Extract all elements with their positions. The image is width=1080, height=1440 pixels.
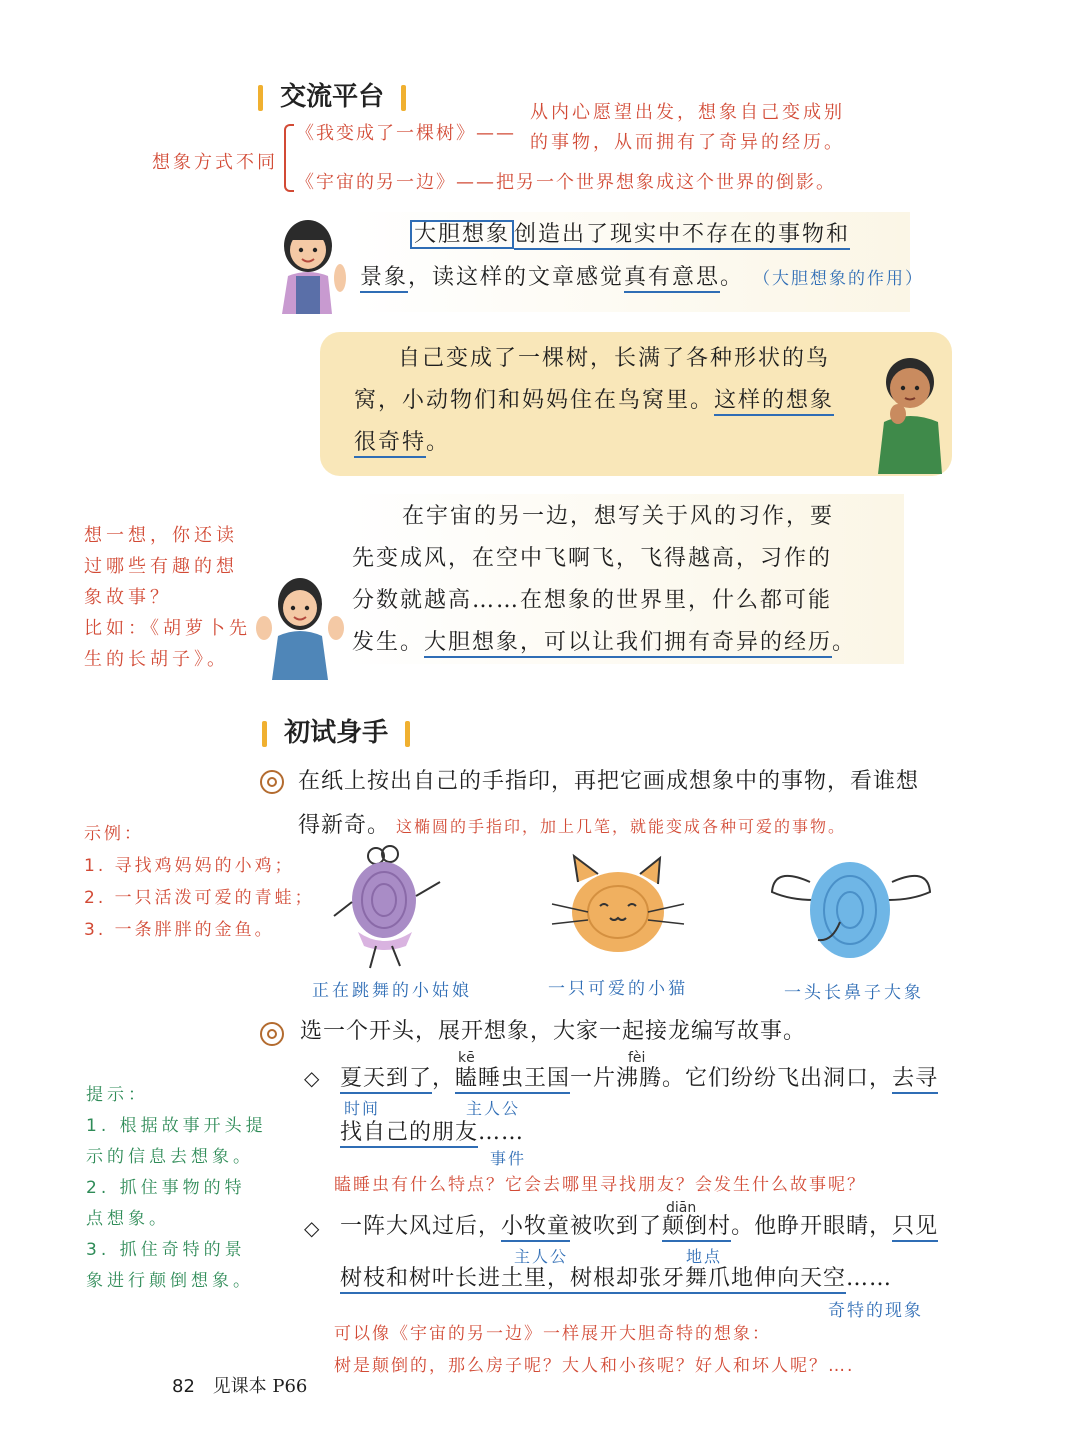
side-note-line: 生的长胡子》。 (84, 649, 229, 670)
bubble2-line2a: 窝，小动物们和妈妈住在鸟窝里。 (354, 388, 715, 413)
heading-bar (405, 721, 410, 747)
story1-event-a: 去寻 (892, 1066, 938, 1094)
example-item: 3. 一条胖胖的金鱼。 (84, 920, 275, 940)
side-note-1 (84, 520, 251, 675)
side-note-line: 想一想，你还读 (84, 525, 238, 546)
item1-desc-line1: 从内心愿望出发，想象自己变成别 (530, 102, 845, 123)
task1-note: 这椭圆的手指印，加上几笔，就能变成各种可爱的事物。 (396, 817, 847, 836)
caption-elephant: 一头长鼻子大象 (784, 983, 924, 1003)
tip-line: 1. 根据故事开头提 (86, 1116, 267, 1136)
section-title-text: 交流平台 (280, 82, 385, 112)
example-item: 2. 一只活泼可爱的青蛙； (84, 888, 315, 908)
bubble3-line4 (352, 622, 856, 664)
tip-line: 3. 抓住奇特的景 (86, 1240, 246, 1260)
tip-line: 点想象。 (86, 1209, 170, 1229)
bubble2-line2b: 这样的想象 (714, 388, 834, 416)
tip-line: 2. 抓住事物的特 (86, 1178, 246, 1198)
brace-label: 想象方式不同 (152, 152, 278, 173)
side-note-line: 象故事？ (84, 587, 172, 608)
boy-illustration (872, 352, 944, 474)
label-place: 地点 (686, 1247, 723, 1266)
heading-bar (262, 721, 267, 747)
example-item: 1. 寻找鸡妈妈的小鸡； (84, 856, 295, 876)
diamond-bullet-icon: ◇ (304, 1216, 320, 1240)
story2-place: 颠倒村 (662, 1214, 731, 1242)
tips (86, 1080, 267, 1297)
item1-desc-line2: 的事物，从而拥有了奇异的经历。 (530, 132, 845, 153)
item2-line: 《宇宙的另一边》——把另一个世界想象成这个世界的倒影。 (296, 172, 836, 193)
bubble3-line3: 分数就越高……在想象的世界里，什么都可能 (352, 588, 833, 613)
bubble3-line2: 先变成风，在空中飞啊飞，飞得越高，习作的 (352, 546, 833, 571)
bubble3-line4c: 。 (832, 630, 857, 655)
story2-c: 被吹到了 (570, 1214, 663, 1239)
pinyin-dian: diān (666, 1200, 697, 1216)
story2-notes (334, 1318, 854, 1382)
story2-ellipsis: …… (846, 1266, 893, 1291)
bubble3-text (352, 496, 856, 664)
story2-line2 (340, 1258, 892, 1300)
bubble1-rest1: 创造出了现实中不存在的事物和 (514, 222, 850, 250)
bubble2-line3b: 。 (426, 430, 451, 455)
bubble2-line1: 自己变成了一棵树，长满了各种形状的鸟 (398, 346, 831, 371)
bubble1-line2 (360, 257, 924, 300)
bubble2-line3 (354, 422, 854, 464)
boxed-text: 大胆想象 (410, 220, 514, 249)
story2-e: 。他睁开眼睛， (731, 1214, 893, 1239)
bubble1-line2a: 景象 (360, 265, 408, 293)
tips-title: 提示： (86, 1085, 149, 1105)
bubble1-line1 (410, 214, 850, 256)
story1-question: 瞌睡虫有什么特点？它会去哪里寻找朋友？会发生什么故事呢？ (334, 1175, 866, 1195)
label-time: 时间 (344, 1099, 381, 1118)
girl-illustration-1 (268, 210, 350, 314)
bubble2-text (354, 338, 854, 464)
story2-a: 一阵大风过后， (340, 1214, 502, 1239)
story2-line1 (340, 1206, 938, 1248)
tip-line: 示的信息去想象。 (86, 1147, 254, 1167)
story2-note1: 可以像《宇宙的另一边》一样展开大胆奇特的想象： (334, 1324, 771, 1344)
bubble3-line4b: 大胆想象，可以让我们拥有奇异的经历 (424, 630, 832, 658)
caption-cat: 一只可爱的小猫 (548, 979, 688, 999)
caption-dancer: 正在跳舞的小姑娘 (312, 981, 472, 1001)
bubble2-line2 (354, 380, 854, 422)
pinyin-ke: kē (458, 1050, 475, 1066)
task1-line1: 在纸上按出自己的手指印，再把它画成想象中的事物，看谁想 (298, 769, 920, 794)
task1-line2-text: 得新奇。 (298, 813, 391, 838)
story1-host: 瞌睡虫王国 (455, 1066, 570, 1094)
story1-event-b: 找自己的朋友 (340, 1120, 478, 1148)
girl-illustration-2 (254, 570, 346, 680)
fingerprint-elephant-image (770, 852, 932, 964)
heading-bar (401, 85, 406, 111)
examples (84, 818, 315, 946)
bubble1-line2b: ，读这样的文章感觉 (408, 265, 625, 290)
label-host-2: 主人公 (514, 1247, 569, 1266)
bubble3-line4a: 发生。 (352, 630, 425, 655)
bubble1-line2d: 。 (720, 265, 745, 290)
task-marker-icon (260, 1022, 284, 1050)
fingerprint-cat-image (548, 852, 688, 962)
story1-ellipsis: …… (478, 1120, 525, 1145)
item1-desc (530, 98, 845, 158)
section-title-text: 初试身手 (284, 718, 389, 748)
page-number: 82 (172, 1376, 195, 1397)
story2-strange: 树枝和树叶长进土里，树根却张牙舞爪地伸向天空 (340, 1266, 846, 1294)
bubble1-note: （大胆想象的作用） (753, 269, 925, 289)
bubble2-line3a: 很奇特 (354, 430, 426, 458)
tip-line: 象进行颠倒想象。 (86, 1271, 254, 1291)
page-ref: 见课本 P66 (212, 1376, 308, 1397)
heading-bar (258, 85, 263, 111)
side-note-line: 过哪些有趣的想 (84, 556, 238, 577)
label-event: 事件 (490, 1149, 527, 1168)
story1-time: 夏天到了 (340, 1066, 432, 1094)
story1-mid: 一片沸腾。它们纷纷飞出洞口， (570, 1066, 893, 1091)
side-note-line: 比如：《胡萝卜先 (84, 618, 251, 639)
task2: 选一个开头，展开想象，大家一起接龙编写故事。 (300, 1019, 807, 1044)
examples-title: 示例： (84, 824, 144, 844)
label-host: 主人公 (466, 1099, 521, 1118)
task1 (298, 760, 919, 849)
story1-comma: ， (432, 1066, 456, 1091)
story2-host: 小牧童 (501, 1214, 570, 1242)
footer (172, 1372, 307, 1398)
story1-line1 (340, 1058, 938, 1100)
diamond-bullet-icon: ◇ (304, 1066, 320, 1090)
story2-f: 只见 (892, 1214, 938, 1242)
story2-note2: 树是颠倒的，那么房子呢？大人和小孩呢？好人和坏人呢？…. (334, 1356, 855, 1376)
bubble1-line2c: 真有意思 (624, 265, 720, 293)
brace-bracket (284, 124, 294, 192)
task-marker-icon (260, 770, 284, 798)
bubble3-line1: 在宇宙的另一边，想写关于风的习作，要 (402, 504, 835, 529)
label-strange: 奇特的现象 (828, 1301, 923, 1321)
pinyin-fei: fèi (628, 1050, 646, 1066)
fingerprint-dancer-image (330, 842, 450, 970)
section-title-exchange (258, 76, 406, 113)
item1-title: 《我变成了一棵树》—— (296, 123, 516, 144)
section-title-try (262, 712, 410, 749)
